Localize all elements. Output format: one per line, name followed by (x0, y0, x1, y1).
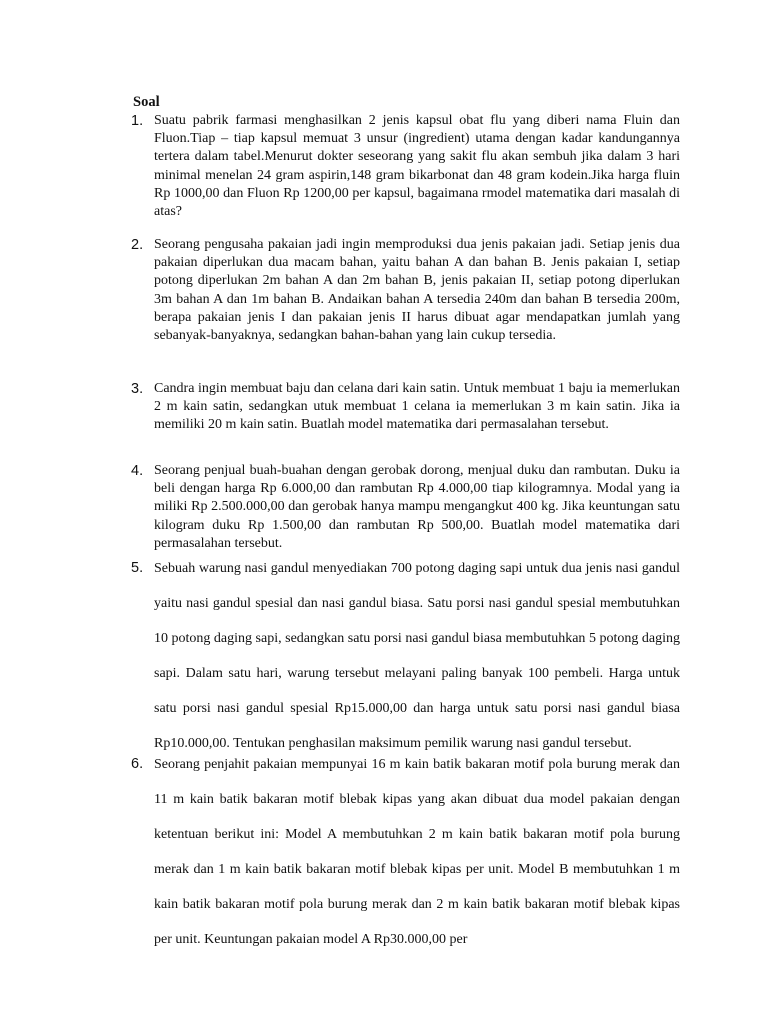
question-number: 3. (131, 381, 144, 397)
question-text: Sebuah warung nasi gandul menyediakan 700 potong daging sapi untuk dua jenis nasi gandul yaitu nasi gandul spesial dan nasi gandul biasa. Satu porsi nasi gandul spesial membutuhkan 10 potong daging sapi, sedangkan satu porsi nasi gandul biasa membutuhkan 5 potong daging sapi. Dalam satu hari, warung tersebut melayani paling banyak 100 pembeli. Harga untuk satu porsi nasi gandul spesial Rp15.000,00 dan harga untuk satu porsi nasi gandul biasa Rp10.000,00. Tentukan penghasilan maksimum pemilik warung nasi gandul tersebut. (154, 561, 680, 751)
question-item-2 (131, 236, 680, 345)
question-number: 1. (131, 113, 144, 129)
question-number: 5. (131, 560, 144, 576)
question-text: Seorang penjual buah-buahan dengan gerobak dorong, menjual duku dan rambutan. Duku ia beli dengan harga Rp 6.000,00 dan rambutan Rp 4.000,00 tiap kilogramnya. Modal yang ia miliki Rp 2.500.000,00 dan gerobak hanya mampu mengangkut 400 kg. Jika keuntungan satu kilogram duku Rp 1.500,00 dan rambutan Rp 500,00. Buatlah model matematika dari permasalahan tersebut. (154, 463, 680, 551)
question-text: Seorang penjahit pakaian mempunyai 16 m kain batik bakaran motif pola burung merak dan 11 m kain batik bakaran motif blebak kipas yang akan dibuat dua model pakaian dengan ketentuan berikut ini: Model A membutuhkan 2 m kain batik bakaran motif pola burung merak dan 1 m kain batik bakaran motif blebak kipas per unit. Model B membutuhkan 1 m kain batik bakaran motif pola burung merak dan 2 m kain batik bakaran motif blebak kipas per unit. Keuntungan pakaian model A Rp30.000,00 per (154, 757, 680, 947)
question-number: 6. (131, 756, 144, 772)
question-text: Candra ingin membuat baju dan celana dari kain satin. Untuk membuat 1 baju ia memerlukan 2 m kain satin, sedangkan utuk membuat 1 celana ia memerlukan 3 m kain satin. Jika ia memiliki 20 m kain satin. Buatlah model matematika dari permasalahan tersebut. (154, 381, 680, 433)
question-text: Seorang pengusaha pakaian jadi ingin memproduksi dua jenis pakaian jadi. Setiap jenis dua pakaian diperlukan dua macam bahan, yaitu bahan A dan bahan B. Jenis pakaian I, setiap potong diperlukan 2m bahan A dan 2m bahan B, jenis pakaian II, setiap potong diperlukan 3m bahan A dan 1m bahan B. Andaikan bahan A tersedia 240m dan bahan B tersedia 200m, berapa pakaian jenis I dan pakaian jenis II harus dibuat agar mendapatkan jumlah yang sebanyak-banyaknya, sedangkan bahan-bahan yang lain cukup tersedia. (154, 237, 680, 344)
question-number: 2. (131, 237, 144, 253)
question-item-1 (131, 112, 680, 221)
page-heading: Soal (133, 94, 160, 110)
question-item-4 (131, 462, 680, 553)
question-item-3 (131, 380, 680, 435)
question-number: 4. (131, 463, 144, 479)
question-text: Suatu pabrik farmasi menghasilkan 2 jenis kapsul obat flu yang diberi nama Fluin dan Fluon.Tiap – tiap kapsul memuat 3 unsur (ingredient) utama dengan kadar kandungannya tertera dalam tabel.Menurut dokter seseorang yang sakit flu akan sembuh jika dalam 3 hari minimal menelan 24 gram aspirin,148 gram bikarbonat dan 48 gram kodein.Jika harga fluin Rp 1000,00 dan Fluon Rp 1200,00 per kapsul, bagaimana rmodel matematika dari masalah di atas? (154, 113, 680, 220)
question-item-6 (131, 754, 680, 957)
question-item-5 (131, 558, 680, 761)
